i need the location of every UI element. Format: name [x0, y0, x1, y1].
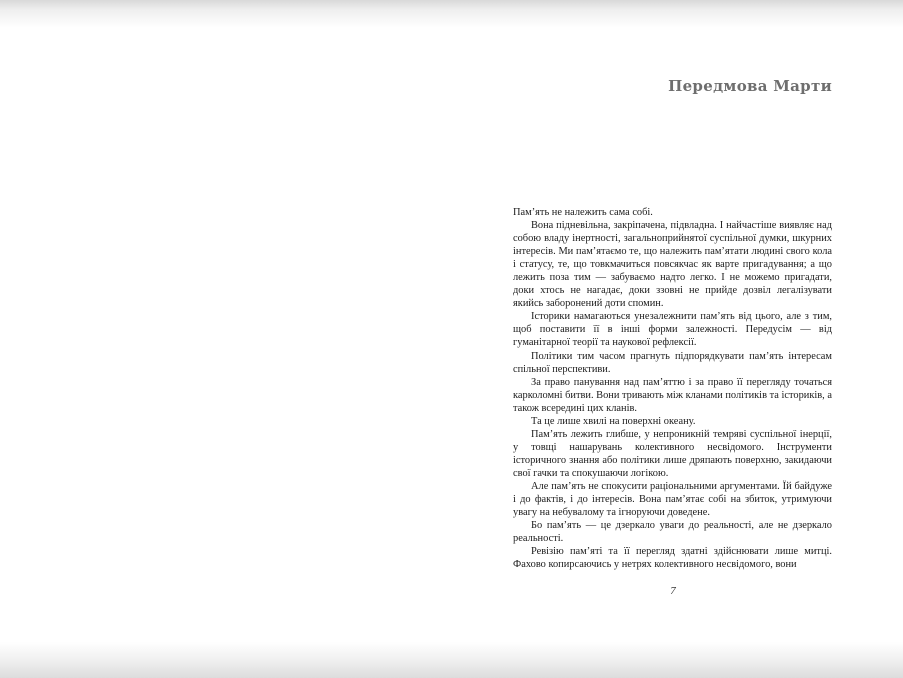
paragraph: Та це лише хвилі на поверхні океану. — [531, 415, 696, 427]
paragraph: Бо пам’ять — це дзеркало уваги до реальності, але не дзеркало реальності. — [513, 520, 832, 545]
chapter-body — [513, 206, 832, 571]
paragraph: Пам’ять не належить сама собі. — [513, 207, 653, 218]
paragraph: Пам’ять лежить глибше, у непроникній темряві суспільної інерції, у товщі нашарувань колективного несвідомого. Інструменти історичного знання або політики лише дряпають поверхню, закидаючи свої гачки та спокушаючи логікою. — [513, 428, 832, 479]
page-number: 7 — [670, 585, 676, 597]
paragraph: Але пам’ять не спокусити раціональними аргументами. Їй байдуже і до фактів, і до інтересів. Вона пам’ятає собі на збиток, утримуючи увагу на небувалому та ігноруючи доведене. — [513, 480, 832, 519]
paragraph: За право панування над пам’яттю і за право її перегляду точаться карколомні битви. Вони тривають між кланами політиків та істориків, а також всередині цих кланів. — [513, 376, 832, 414]
paragraph: Ревізію пам’яті та її перегляд здатні здійснювати лише митці. Фахово копирсаючись у нетрях колективного несвідомого, вони — [513, 546, 832, 571]
paragraph: Політики тим часом прагнуть підпорядкувати пам’ять інтересам спільної перспективи. — [513, 350, 832, 375]
paragraph: Історики намагаються унезалежнити пам’ять від цього, але з тим, щоб поставити її в інші форми залежності. Передусім — від гуманітарної теорії та наукової рефлексії. — [513, 311, 832, 349]
chapter-title: Передмова Марти — [668, 77, 832, 95]
paragraph: Вона підневільна, закріпачена, підвладна. І найчастіше виявляє над собою владу інертності, загальноприйнятої суспільної думки, шкурних інтересів. Ми пам’ятаємо те, що належить пам’ятати людині свого кола і статусу, те, що товкмачиться повсякчас як варте пригадування; а що лежить поза тим — забуваємо надто легко. І не можемо пригадати, доки хтось не нагадає, доки ззовні не прийде дозвіл легалізувати якийсь заборонений доти спомин. — [513, 220, 832, 310]
